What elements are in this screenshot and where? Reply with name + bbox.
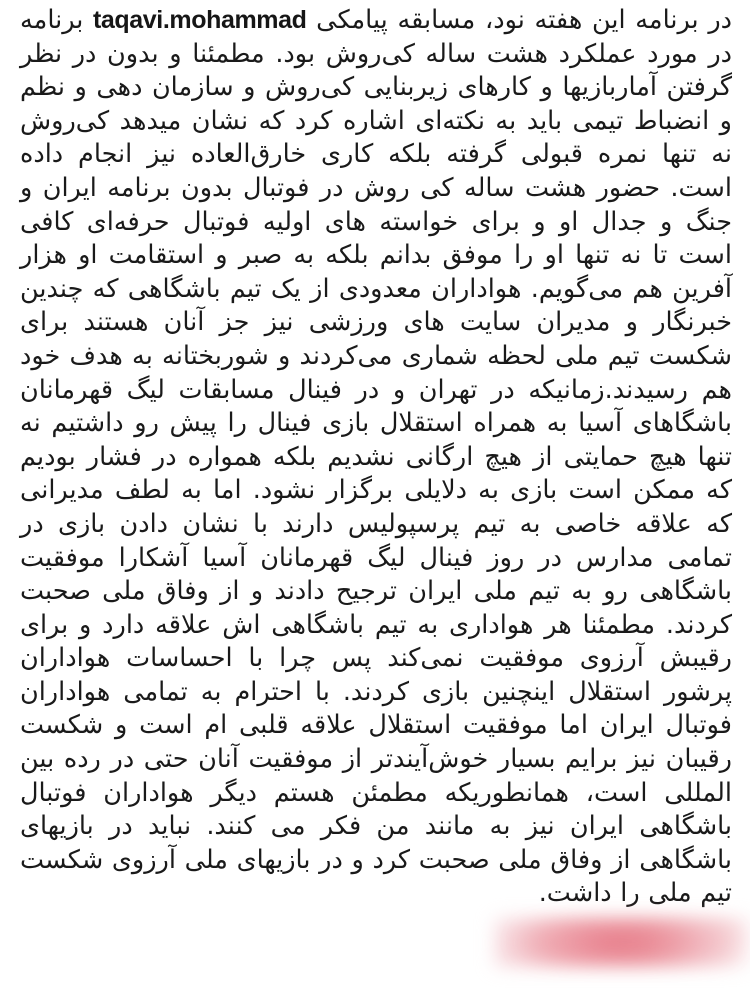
caption-body-text: برنامه در مورد عملکرد هشت ساله کی‌روش بود. مطمئنا و بدون در نظر گرفتن آماربازیها و کارهای زیربنایی کی‌روش و سازمان دهی و نظم و انضباط تیمی باید به نکته‌ای اشاره کرد که نشان میدهد کی‌روش نه تنها نمره قبولی گرفته بلکه کاری خارق‌العاده نیز انجام داده است. حضور هشت ساله کی روش در فوتبال بدون برنامه ایران و جنگ و جدال او و برای خواسته های اولیه فوتبال حرفه‌ای کافی است تا نه تنها او را موفق بدانم بلکه به صبر و استقامت او هزار آفرین هم می‌گویم. هواداران معدودی از یک تیم باشگاهی که چندین خبرنگار و مدیران سایت های ورزشی نیز جز آنان هستند برای شکست تیم ملی لحظه شماری می‌کردند و شوربختانه به هدف خود هم رسیدند.زمانیکه در تهران و در فینال مسابقات لیگ قهرمانان باشگاهای آسیا به همراه استقلال بازی فینال را پیش رو داشتیم نه تنها هیچ حمایتی از هیچ ارگانی نشدیم بلکه همواره در فشار بودیم که ممکن است بازی به دلایلی برگزار نشود. اما به لطف مدیرانی که علاقه خاصی به تیم پرسپولیس دارند با نشان دادن بازی در تمامی مدارس در روز فینال لیگ قهرمانان آسیا آشکارا موفقیت باشگاهی رو به تیم ملی ایران ترجیح دادند و از وفاق ملی صحبت کردند. مطمئنا هر هواداری به تیم باشگاهی اش علاقه دارد و برای رقیبش آرزوی موفقیت نمی‌کند پس چرا با احساسات هواداران پرشور استقلال اینچنین بازی کردند. با احترام به تمامی هواداران فوتبال ایران اما موفقیت استقلال علاقه قلبی ام است و شکست رقیبان نیز برایم بسیار خوش‌آیندتر از موفقیت آنان حتی در رده بین المللی است، همانطوریکه مطمئن هستم دیگر هواداران فوتبال باشگاهی ایران نیز به مانند من فکر می کنند. نباید در بازیهای باشگاهی از وفاق ملی صحبت کرد و در بازیهای ملی آرزوی شکست تیم ملی را داشت.	[20, 5, 732, 909]
username-mention[interactable]: taqavi.mohammad	[92, 6, 307, 34]
caption-paragraph	[20, 4, 732, 911]
caption-intro-text: در برنامه این هفته نود، مسابقه پیامکی	[306, 5, 732, 35]
